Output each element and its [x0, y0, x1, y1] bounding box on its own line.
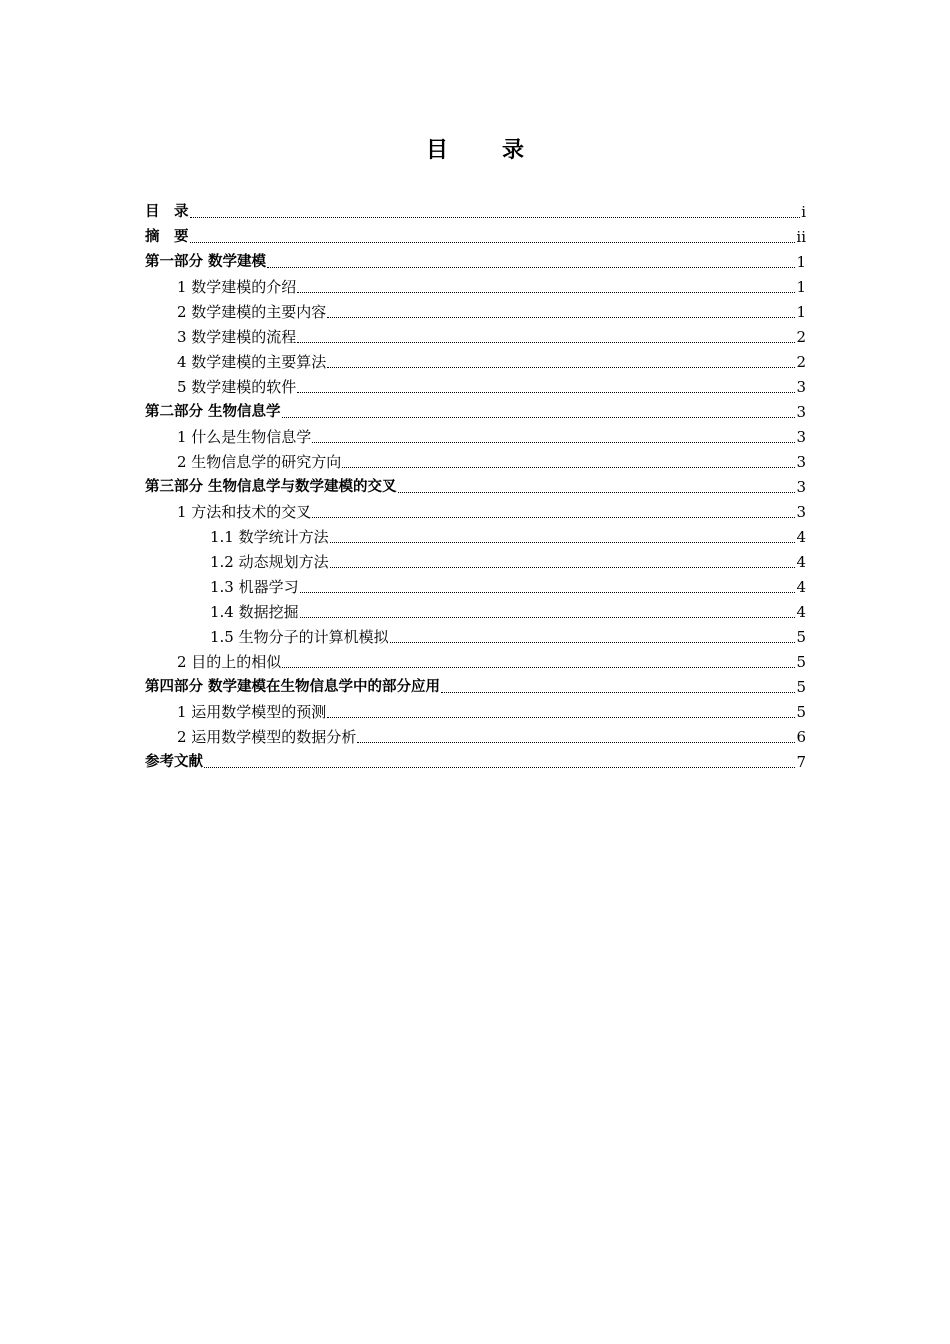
toc-entry[interactable]: [145, 675, 806, 700]
toc-entry-page-number: 4: [796, 553, 806, 571]
toc-dot-leader: [398, 491, 796, 493]
toc-dot-leader: [441, 691, 795, 693]
toc-dot-leader: [327, 366, 795, 368]
toc-entry-label: 1.5 生物分子的计算机模拟: [210, 628, 389, 646]
toc-entry-label: 参考文献: [145, 754, 203, 770]
toc-entry[interactable]: [145, 250, 806, 275]
toc-entry[interactable]: [145, 500, 806, 525]
toc-entry-label: 5 数学建模的软件: [177, 378, 297, 396]
toc-entry-label: 目 录: [145, 204, 189, 220]
toc-entry-page-number: 5: [796, 703, 806, 721]
toc-dot-leader: [327, 716, 795, 718]
toc-dot-leader: [297, 291, 795, 293]
toc-dot-leader: [390, 641, 796, 643]
toc-dot-leader: [267, 266, 795, 268]
toc-entry-page-number: ii: [796, 228, 806, 246]
toc-entry-page-number: 1: [796, 278, 806, 296]
toc-entry-page-number: 4: [796, 528, 806, 546]
toc-entry-page-number: 3: [796, 378, 806, 396]
toc-entry[interactable]: [145, 600, 806, 625]
toc-entry-label: 1.2 动态规划方法: [210, 553, 329, 571]
table-of-contents: [145, 200, 806, 775]
toc-entry[interactable]: [145, 425, 806, 450]
toc-entry-label: 1 数学建模的介绍: [177, 278, 297, 296]
toc-dot-leader: [282, 416, 796, 418]
toc-entry-label: 2 生物信息学的研究方向: [177, 453, 342, 471]
toc-entry-label: 1.1 数学统计方法: [210, 528, 329, 546]
toc-entry-label: 2 数学建模的主要内容: [177, 303, 327, 321]
toc-entry[interactable]: [145, 450, 806, 475]
toc-entry-page-number: 3: [796, 403, 806, 421]
toc-dot-leader: [330, 566, 796, 568]
toc-entry-page-number: i: [801, 203, 806, 221]
toc-entry-page-number: 5: [796, 628, 806, 646]
toc-entry[interactable]: [145, 700, 806, 725]
toc-entry[interactable]: [145, 650, 806, 675]
toc-dot-leader: [312, 516, 795, 518]
toc-entry-page-number: 4: [796, 578, 806, 596]
toc-entry[interactable]: [145, 225, 806, 250]
toc-entry-label: 摘 要: [145, 229, 189, 245]
toc-entry[interactable]: [145, 350, 806, 375]
toc-entry-label: 2 目的上的相似: [177, 653, 282, 671]
toc-dot-leader: [312, 441, 795, 443]
toc-entry[interactable]: [145, 200, 806, 225]
toc-dot-leader: [190, 241, 796, 243]
toc-entry-label: 1 方法和技术的交叉: [177, 503, 312, 521]
toc-entry-page-number: 1: [796, 253, 806, 271]
toc-dot-leader: [330, 541, 796, 543]
page-title: 目 录: [425, 138, 540, 163]
toc-entry-label: 1 什么是生物信息学: [177, 428, 312, 446]
toc-entry-label: 第三部分 生物信息学与数学建模的交叉: [145, 479, 397, 495]
toc-entry-page-number: 4: [796, 603, 806, 621]
toc-entry-page-number: 2: [796, 353, 806, 371]
toc-entry[interactable]: [145, 275, 806, 300]
toc-entry[interactable]: [145, 725, 806, 750]
toc-entry[interactable]: [145, 400, 806, 425]
toc-dot-leader: [282, 666, 795, 668]
toc-entry[interactable]: [145, 750, 806, 775]
toc-entry-page-number: 5: [796, 653, 806, 671]
toc-entry[interactable]: [145, 625, 806, 650]
toc-entry[interactable]: [145, 300, 806, 325]
toc-dot-leader: [297, 391, 795, 393]
toc-dot-leader: [300, 591, 796, 593]
toc-dot-leader: [357, 741, 795, 743]
toc-entry[interactable]: [145, 550, 806, 575]
toc-entry-page-number: 3: [796, 453, 806, 471]
toc-entry[interactable]: [145, 325, 806, 350]
toc-dot-leader: [327, 316, 795, 318]
toc-entry-label: 第二部分 生物信息学: [145, 404, 281, 420]
toc-dot-leader: [297, 341, 795, 343]
toc-entry-page-number: 1: [796, 303, 806, 321]
toc-entry-label: 1.3 机器学习: [210, 578, 299, 596]
toc-entry-page-number: 3: [796, 428, 806, 446]
toc-entry[interactable]: [145, 475, 806, 500]
toc-entry-label: 4 数学建模的主要算法: [177, 353, 327, 371]
toc-entry-label: 第四部分 数学建模在生物信息学中的部分应用: [145, 679, 441, 695]
toc-entry-page-number: 7: [796, 753, 806, 771]
toc-entry-label: 2 运用数学模型的数据分析: [177, 728, 357, 746]
toc-dot-leader: [190, 216, 801, 218]
toc-dot-leader: [204, 766, 795, 768]
toc-entry-label: 1 运用数学模型的预测: [177, 703, 327, 721]
toc-entry-label: 3 数学建模的流程: [177, 328, 297, 346]
toc-entry-page-number: 3: [796, 478, 806, 496]
toc-entry-label: 1.4 数据挖掘: [210, 603, 299, 621]
toc-entry[interactable]: [145, 575, 806, 600]
toc-entry-page-number: 6: [796, 728, 806, 746]
toc-entry[interactable]: [145, 375, 806, 400]
toc-dot-leader: [342, 466, 795, 468]
toc-dot-leader: [300, 616, 796, 618]
toc-entry-page-number: 3: [796, 503, 806, 521]
toc-entry-label: 第一部分 数学建模: [145, 254, 267, 270]
toc-entry-page-number: 2: [796, 328, 806, 346]
toc-entry-page-number: 5: [796, 678, 806, 696]
toc-entry[interactable]: [145, 525, 806, 550]
